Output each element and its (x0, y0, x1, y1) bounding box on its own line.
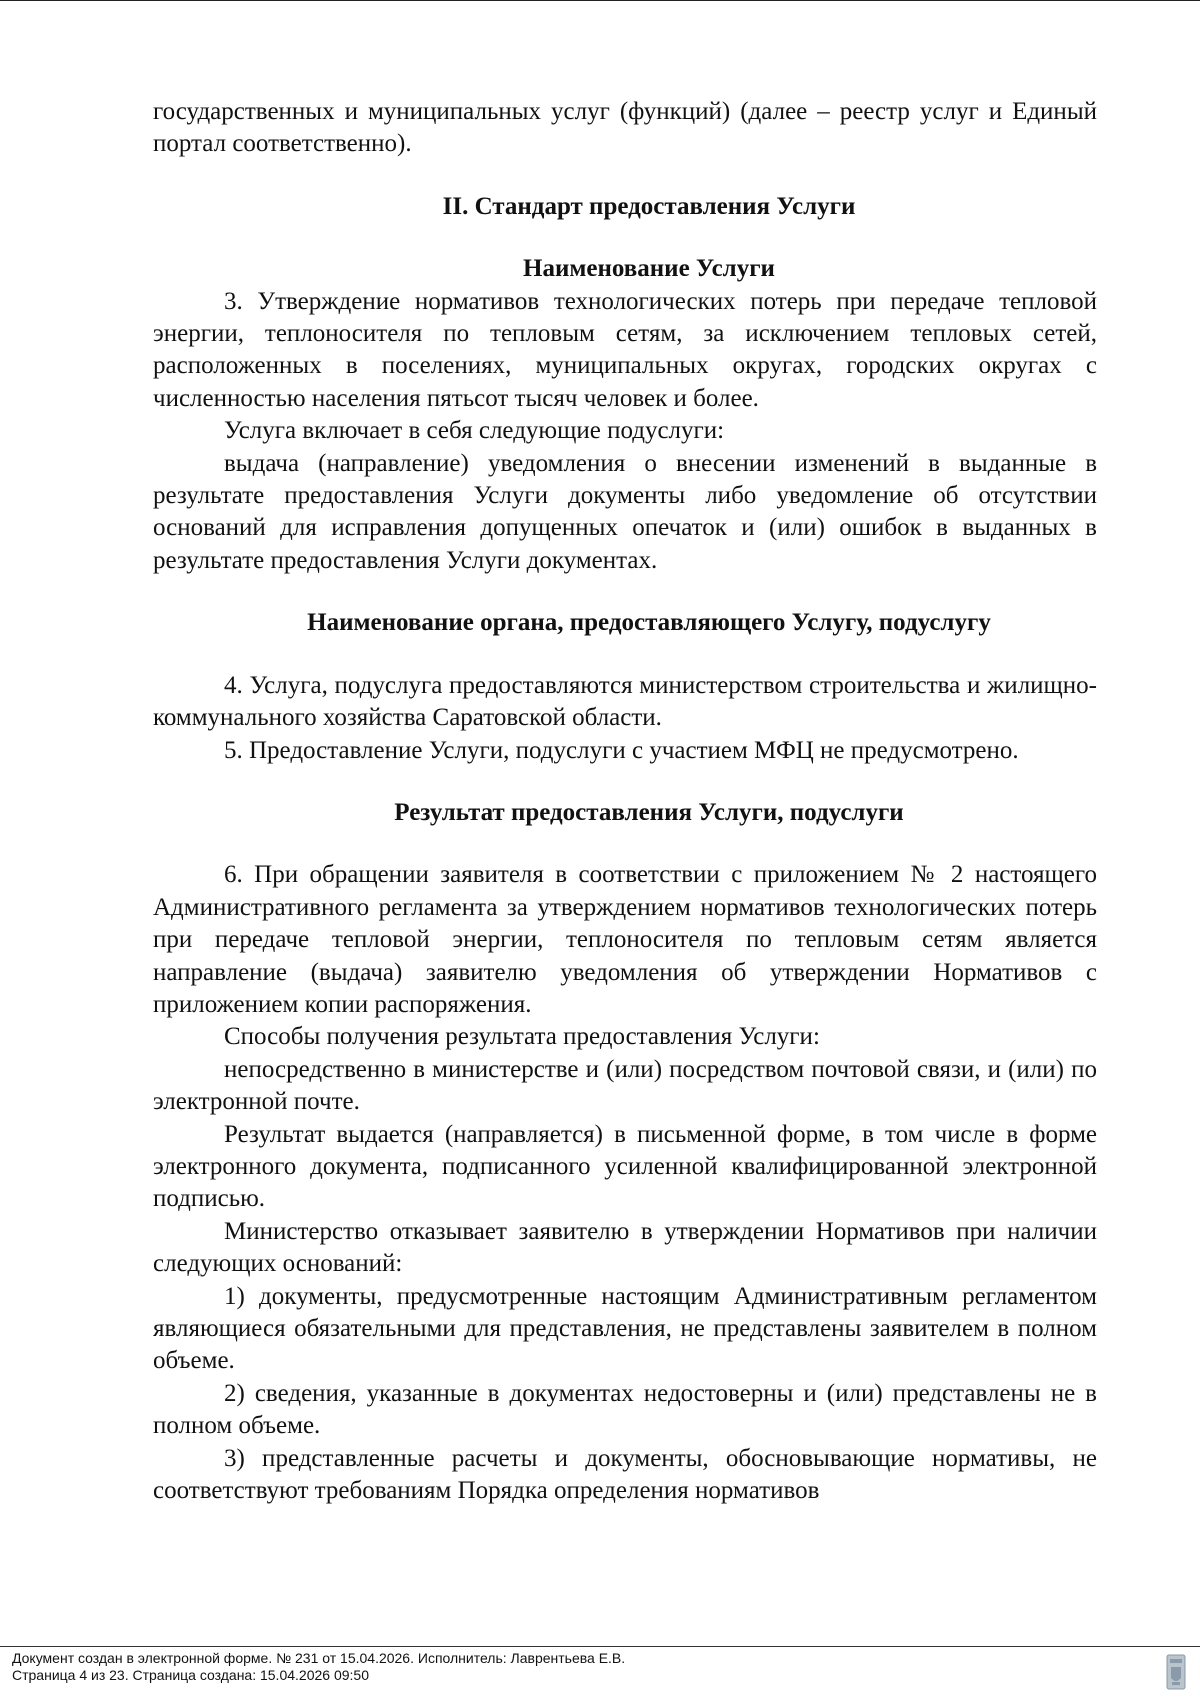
document-page (153, 96, 1097, 1507)
footer-text (12, 1650, 625, 1684)
paragraph-6-form: Результат выдается (направляется) в письменной форме, в том числе в форме электронного документа, подписанного усиленной квалифицированной электронной подписью. (153, 1120, 1097, 1213)
heading-providing-organ: Наименование органа, предоставляющего Услугу, подуслугу (307, 609, 991, 637)
heading-service-name: Наименование Услуги (523, 255, 775, 283)
footer-line-document-info: Документ создан в электронной форме. № 231 от 15.04.2026. Исполнитель: Лаврентьева Е.В. (12, 1650, 626, 1666)
coat-of-arms-icon (1166, 1654, 1186, 1690)
paragraph-6-methods-intro: Способы получения результата предоставления Услуги: (224, 1023, 820, 1051)
paragraph-intro: государственных и муниципальных услуг (функций) (далее – реестр услуг и Единый портал соответственно). (153, 98, 1097, 158)
list-item-2: 2) сведения, указанные в документах недостоверны и (или) представлены не в полном объеме. (153, 1379, 1097, 1440)
list-item-3: 3) представленные расчеты и документы, обосновывающие нормативы, не соответствуют требованиям Порядка определения нормативов (153, 1444, 1097, 1505)
paragraph-4: 4. Услуга, подуслуга предоставляются министерством строительства и жилищно-коммунального хозяйства Саратовской области. (153, 671, 1097, 732)
list-item-1: 1) документы, предусмотренные настоящим Административным регламентом являющиеся обязательными для представления, не представлены заявителем в полном объеме. (153, 1282, 1097, 1375)
section-title: II. Стандарт предоставления Услуги (442, 192, 856, 220)
heading-service-result: Результат предоставления Услуги, подуслуги (394, 798, 904, 826)
paragraph-3: 3. Утверждение нормативов технологических потерь при передаче тепловой энергии, теплоносителя по тепловым сетям, за исключением тепловых сетей, расположенных в поселениях, муниципальных округах, городских округах с численностью населения пятьсот тысяч человек и более. (153, 287, 1097, 412)
footer-line-page-info: Страница 4 из 23. Страница создана: 15.04.2026 09:50 (12, 1667, 369, 1683)
paragraph-5: 5. Предоставление Услуги, подуслуги с участием МФЦ не предусмотрено. (224, 736, 1019, 764)
paragraph-6-methods: непосредственно в министерстве и (или) посредством почтовой связи, и (или) по электронной почте. (153, 1055, 1097, 1116)
paragraph-6: 6. При обращении заявителя в соответствии с приложением № 2 настоящего Административного регламента за утверждением нормативов технологических потерь при передаче тепловой энергии, теплоносителя по тепловым сетям является направление (выдача) заявителю уведомления об утверждении Нормативов с приложением копии распоряжения. (153, 861, 1097, 1018)
document-footer (0, 1646, 1200, 1698)
paragraph-3-subservices-intro: Услуга включает в себя следующие подуслуги: (224, 417, 725, 445)
footer-divider (0, 1646, 1200, 1647)
paragraph-6-refusal: Министерство отказывает заявителю в утверждении Нормативов при наличии следующих оснований: (153, 1217, 1097, 1278)
paragraph-3-subservice: выдача (направление) уведомления о внесении изменений в выданные в результате предоставления Услуги документы либо уведомление об отсутствии оснований для исправления допущенных опечаток и (или) ошибок в выданных в результате предоставления Услуги документах. (153, 449, 1097, 574)
page-top-border (0, 0, 1200, 1)
